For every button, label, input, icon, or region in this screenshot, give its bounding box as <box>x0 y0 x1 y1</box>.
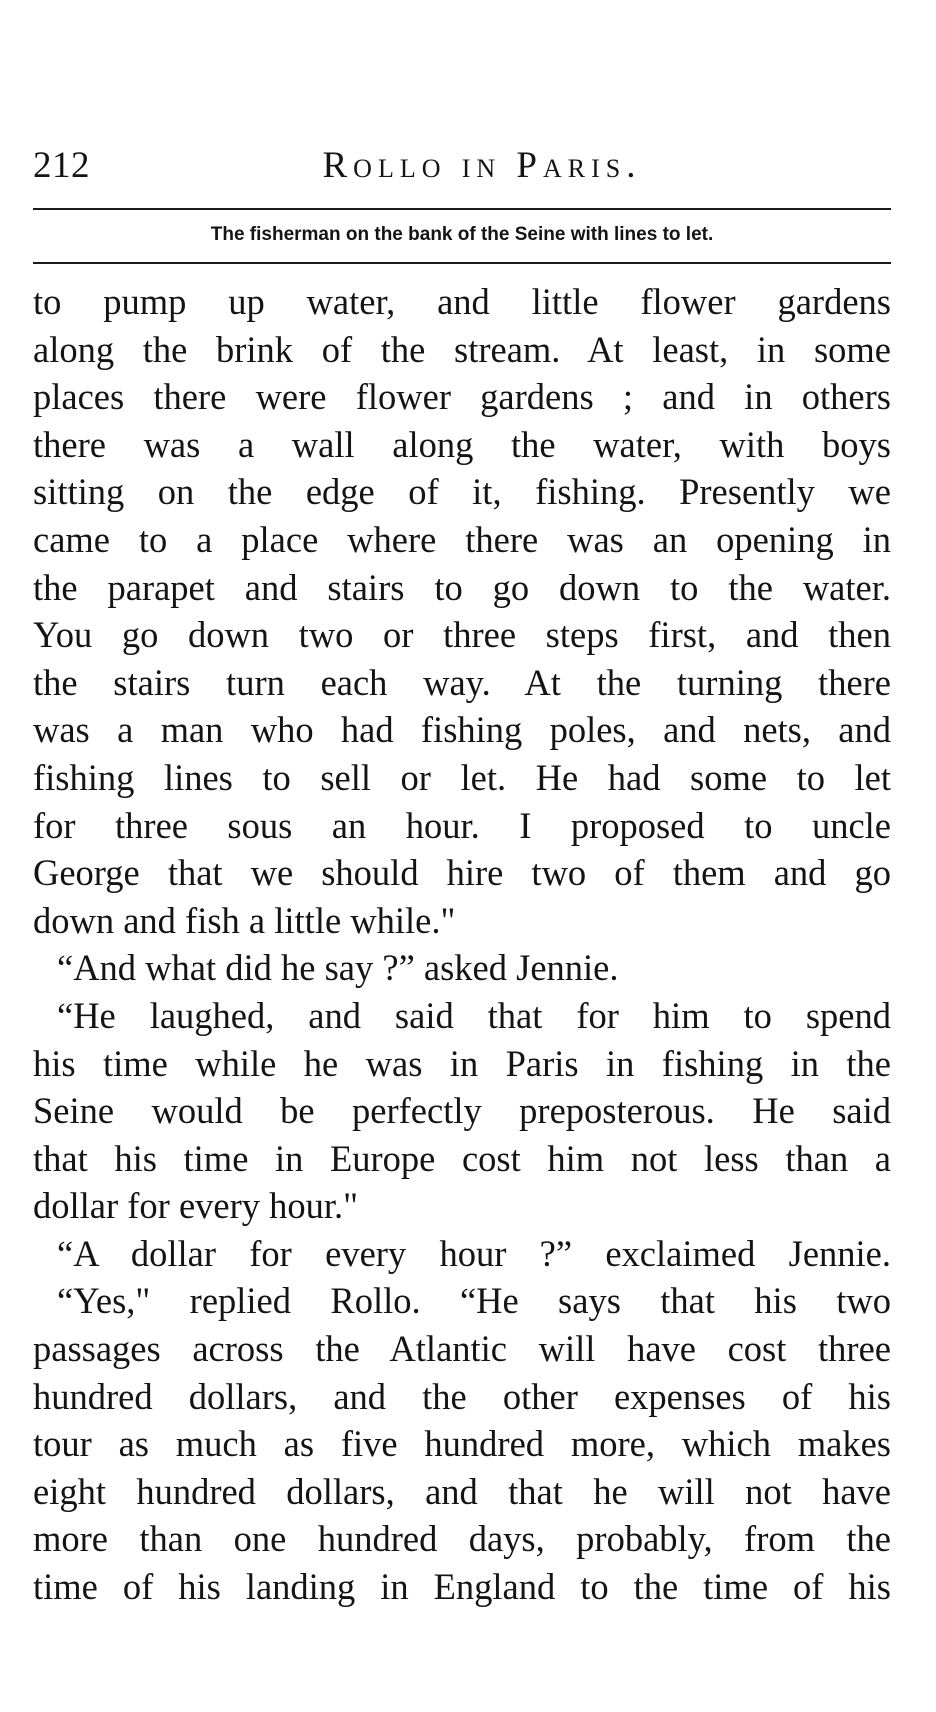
running-head <box>33 141 891 191</box>
text-line: down and fish a little while." <box>33 899 456 941</box>
text-line: his time while he was in Paris in fishing in the <box>33 1042 891 1084</box>
caption-bottom-rule <box>33 262 891 264</box>
text-line: more than one hundred days, probably, from the <box>33 1518 891 1560</box>
caption-top-rule <box>33 208 891 210</box>
text-line: for three sous an hour. I proposed to uncle <box>33 804 891 846</box>
text-line: passages across the Atlantic will have cost three <box>33 1328 891 1370</box>
text-line: “Yes," replied Rollo. “He says that his two <box>57 1280 891 1322</box>
text-line: “And what did he say ?” asked Jennie. <box>57 947 619 989</box>
text-line: time of his landing in England to the time of his <box>33 1566 891 1608</box>
text-line: sitting on the edge of it, fishing. Presently we <box>33 471 891 513</box>
text-line: tour as much as five hundred more, which makes <box>33 1423 891 1465</box>
text-line: that his time in Europe cost him not less than a <box>33 1137 891 1179</box>
text-line: dollar for every hour." <box>33 1185 359 1227</box>
text-line: hundred dollars, and the other expenses of his <box>33 1375 891 1417</box>
illustration-caption: The fisherman on the bank of the Seine with lines to let. <box>210 224 714 245</box>
book-title: Rollo in Paris. <box>322 145 642 186</box>
text-line: Seine would be perfectly preposterous. He said <box>33 1090 891 1132</box>
text-line: the parapet and stairs to go down to the water. <box>33 566 891 608</box>
text-line: places there were flower gardens ; and in others <box>33 376 891 418</box>
text-line: eight hundred dollars, and that he will not have <box>33 1470 891 1512</box>
text-line: “A dollar for every hour ?” exclaimed Jennie. <box>57 1232 891 1274</box>
text-line: was a man who had fishing poles, and nets, and <box>33 709 891 751</box>
page-number: 212 <box>33 145 90 186</box>
body-text <box>33 278 891 1611</box>
text-line: the stairs turn each way. At the turning there <box>33 661 891 703</box>
text-line: fishing lines to sell or let. He had some to let <box>33 756 891 798</box>
text-line: “He laughed, and said that for him to spend <box>57 994 891 1036</box>
text-line: to pump up water, and little flower gardens <box>33 281 891 322</box>
text-line: came to a place where there was an opening in <box>33 518 891 560</box>
text-line: George that we should hire two of them and go <box>33 852 891 894</box>
text-line: along the brink of the stream. At least, in some <box>33 328 891 370</box>
text-line: You go down two or three steps first, and then <box>33 614 891 656</box>
text-line: there was a wall along the water, with boys <box>33 423 891 465</box>
